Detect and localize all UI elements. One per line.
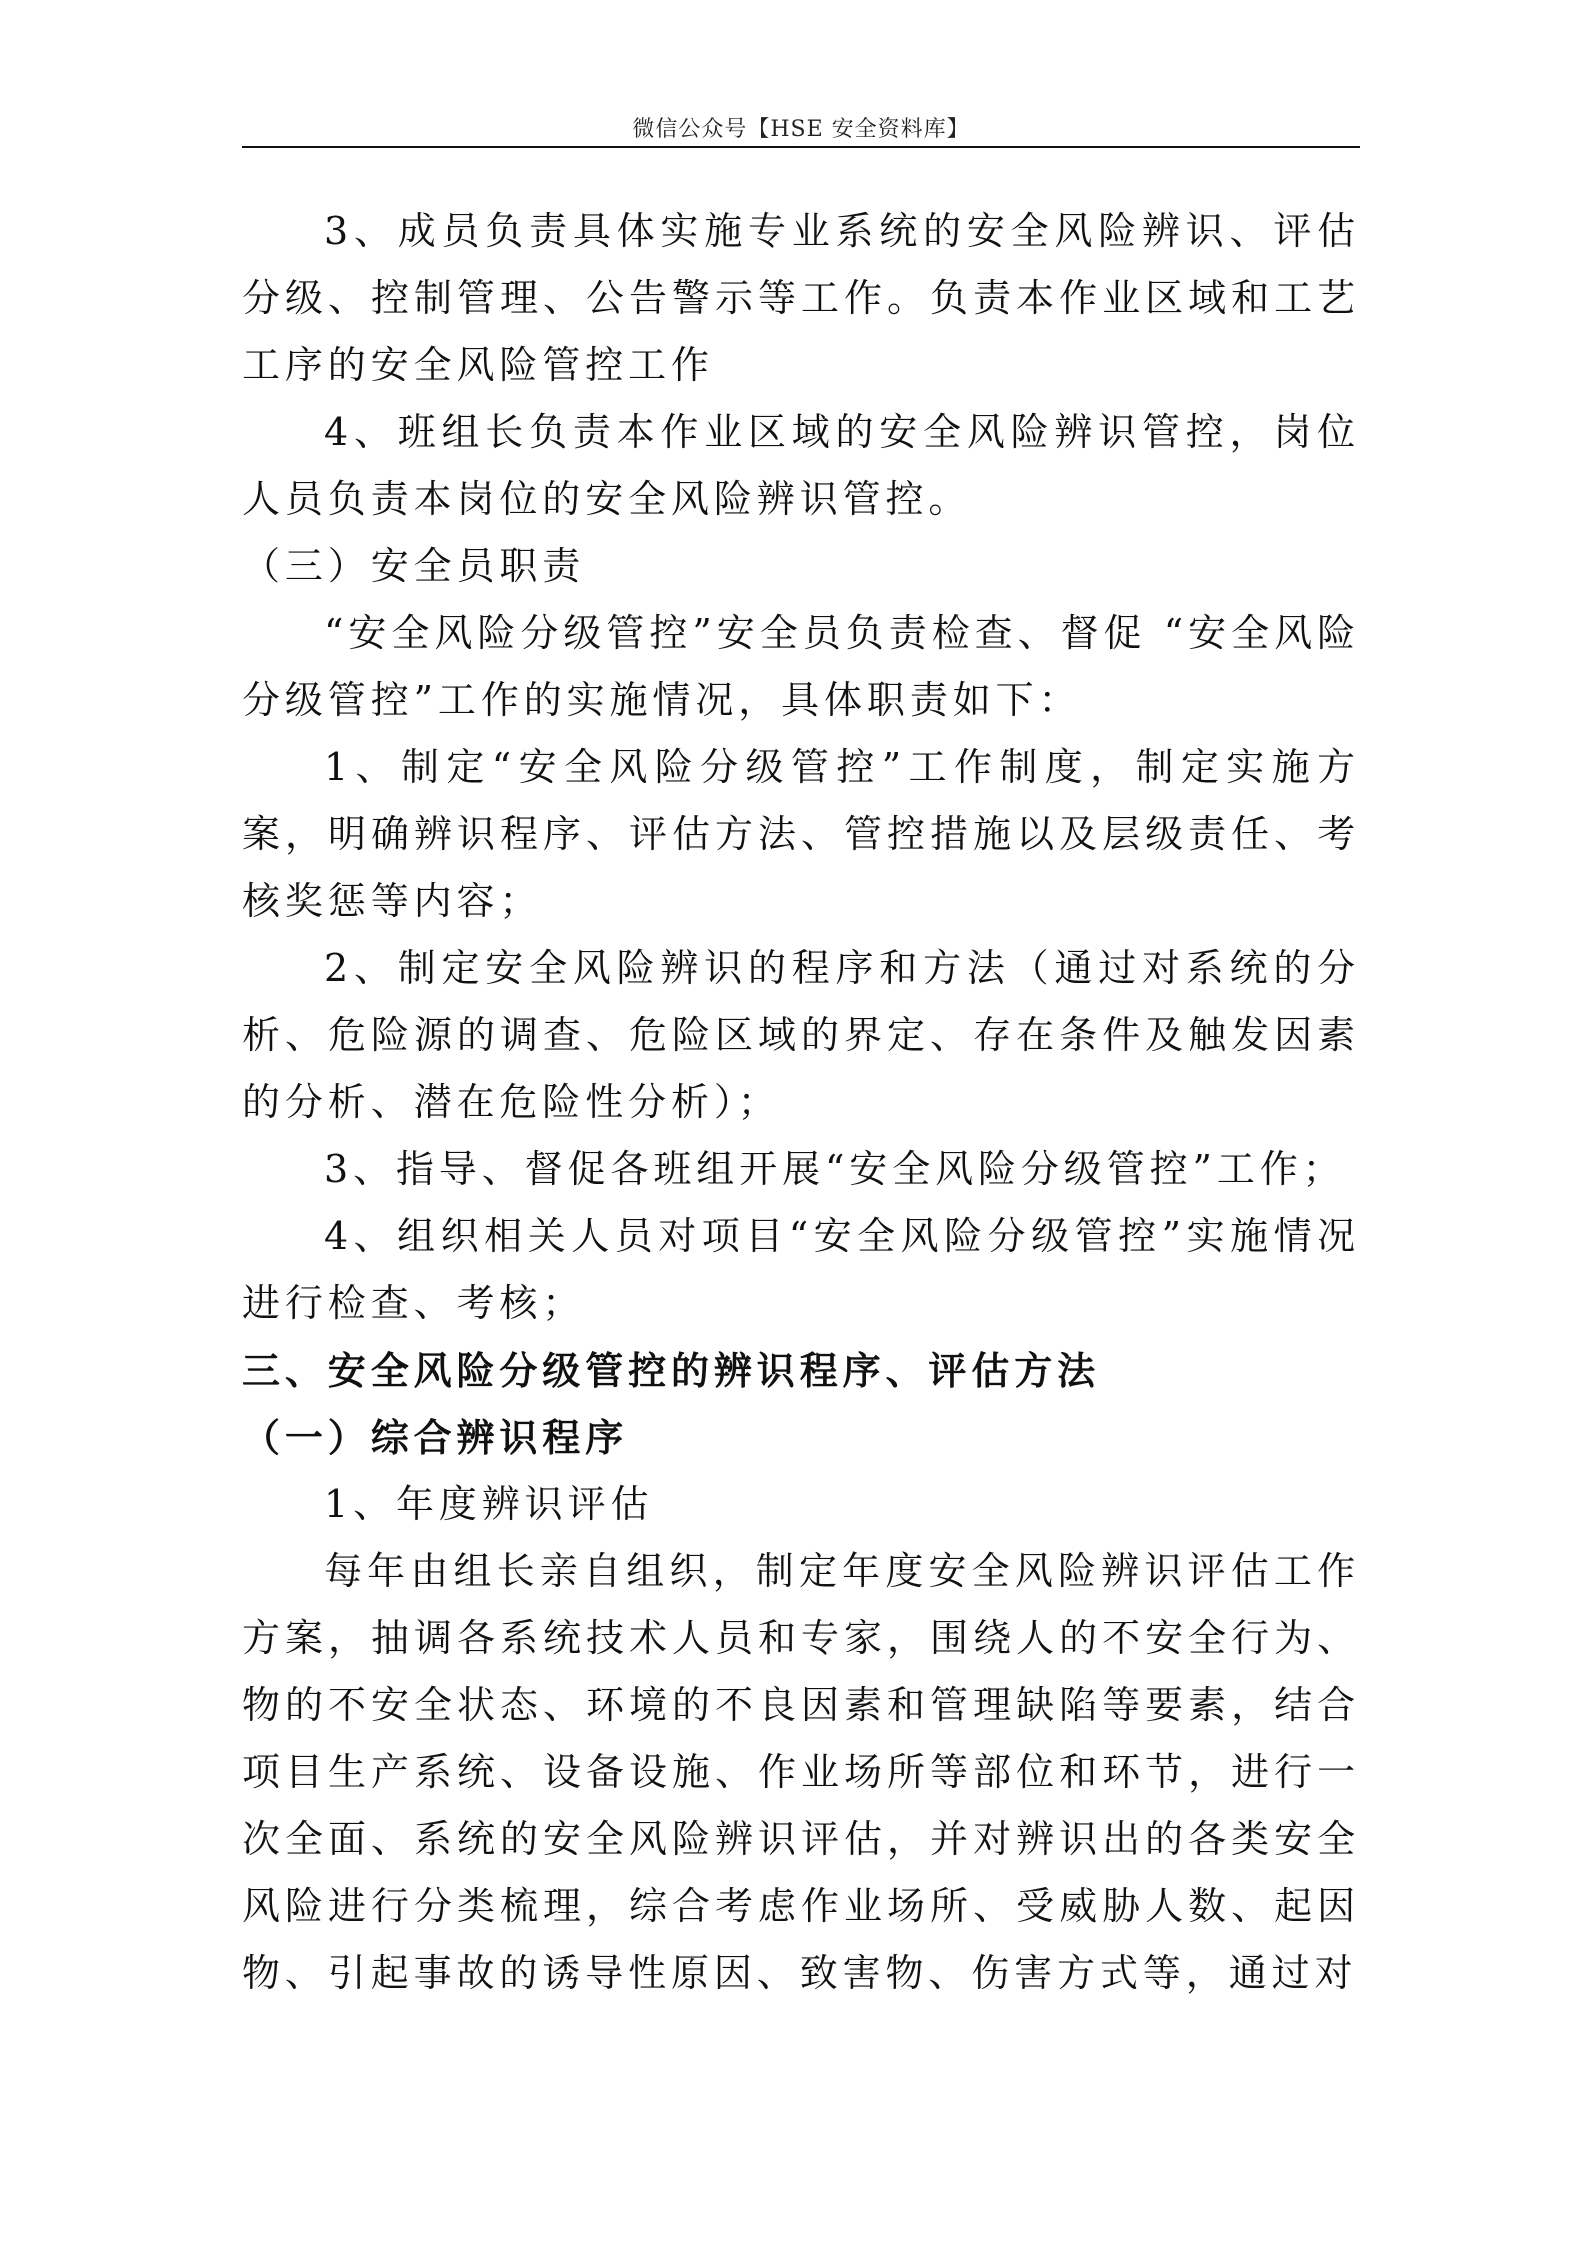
paragraph-officer-duty-2: 2、制定安全风险辨识的程序和方法（通过对系统的分析、危险源的调查、危险区域的界定、存在条件及触发因素的分析、潜在危险性分析）； [242,946,1360,1124]
paragraph-duty-4: 4、班组长负责本作业区域的安全风险辨识管控，岗位人员负责本岗位的安全风险辨识管控。 [242,410,1360,521]
chapter-heading: 三、安全风险分级管控的辨识程序、评估方法 [242,1348,1101,1393]
paragraph-safety-officer-intro: “安全风险分级管控”安全员负责检查、督促 “安全风险分级管控”工作的实施情况，具体职责如下： [242,611,1360,722]
paragraph-annual-assessment: 每年由组长亲自组织，制定年度安全风险辨识评估工作方案，抽调各系统技术人员和专家，围绕人的不安全行为、物的不安全状态、环境的不良因素和管理缺陷等要素，结合项目生产系统、设备设施、作业场所等部位和环节，进行一次全面、系统的安全风险辨识评估，并对辨识出的各类安全风险进行分类梳理，综合考虑作业场所、受威胁人数、起因物、引起事故的诱导性原因、致害物、伤害方式等，通过对 [242,1549,1360,1995]
paragraph-officer-duty-4: 4、组织相关人员对项目“安全风险分级管控”实施情况进行检查、考核； [242,1214,1360,1325]
paragraph-duty-3: 3、成员负责具体实施专业系统的安全风险辨识、评估分级、控制管理、公告警示等工作。负责本作业区域和工艺工序的安全风险管控工作 [242,209,1360,387]
section-heading-procedure: （一）综合辨识程序 [242,1415,629,1460]
paragraph-officer-duty-1: 1、制定“安全风险分级管控”工作制度，制定实施方案，明确辨识程序、评估方法、管控措施以及层级责任、考核奖惩等内容； [242,745,1360,923]
paragraph-officer-duty-3: 3、指导、督促各班组开展“安全风险分级管控”工作； [324,1147,1346,1191]
subsection-heading-annual: 1、年度辨识评估 [324,1482,654,1526]
section-heading-safety-officer: （三）安全员职责 [242,544,586,588]
header-divider [242,146,1360,148]
page-header: 微信公众号【HSE 安全资料库】 [632,117,970,142]
document-body [242,198,1360,2007]
